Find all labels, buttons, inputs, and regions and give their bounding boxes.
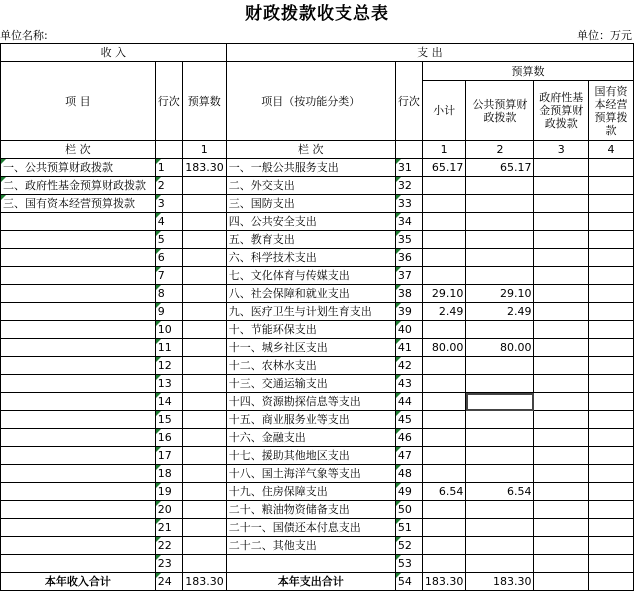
table-row xyxy=(1,231,634,249)
income-item-cell[interactable] xyxy=(1,555,156,573)
income-budget-cell[interactable] xyxy=(182,483,226,501)
income-item-cell[interactable]: 二、政府性基金预算财政拨款 xyxy=(1,177,156,195)
income-item-cell[interactable] xyxy=(1,483,156,501)
state-capital-cell[interactable] xyxy=(589,177,634,195)
income-budget-cell[interactable] xyxy=(182,501,226,519)
expense-total-fund[interactable] xyxy=(534,573,589,591)
table-row xyxy=(1,195,634,213)
expense-item-cell[interactable]: 八、社会保障和就业支出 xyxy=(226,285,395,303)
column-no-1[interactable]: 1 xyxy=(422,141,466,159)
public-budget-cell[interactable] xyxy=(466,501,534,519)
public-budget-cell[interactable] xyxy=(466,375,534,393)
income-budget-cell[interactable] xyxy=(182,393,226,411)
expense-row-no-cell[interactable]: 52 xyxy=(395,537,422,555)
subtotal-cell[interactable] xyxy=(422,447,466,465)
table-row xyxy=(1,555,634,573)
gov-fund-cell[interactable] xyxy=(534,357,589,375)
expense-row-no-cell[interactable]: 44 xyxy=(395,393,422,411)
gov-fund-cell[interactable] xyxy=(534,447,589,465)
public-budget-cell[interactable] xyxy=(466,357,534,375)
income-row-no-cell[interactable]: 10 xyxy=(155,321,182,339)
row-no-header-income[interactable]: 行次 xyxy=(155,62,182,141)
income-row-no-cell[interactable]: 18 xyxy=(155,465,182,483)
item-header[interactable]: 项 目 xyxy=(1,62,156,141)
income-row-no-cell[interactable]: 23 xyxy=(155,555,182,573)
public-budget-cell[interactable]: 65.17 xyxy=(466,159,534,177)
column-no-3[interactable]: 3 xyxy=(534,141,589,159)
income-budget-cell[interactable] xyxy=(182,447,226,465)
public-budget-cell[interactable] xyxy=(466,177,534,195)
table-row xyxy=(1,501,634,519)
expense-item-cell[interactable]: 十二、农林水支出 xyxy=(226,357,395,375)
expense-item-cell[interactable]: 二十二、其他支出 xyxy=(226,537,395,555)
subtotal-cell[interactable]: 29.10 xyxy=(422,285,466,303)
income-row-no-cell[interactable]: 17 xyxy=(155,447,182,465)
income-budget-cell[interactable] xyxy=(182,339,226,357)
state-capital-cell[interactable] xyxy=(589,303,634,321)
state-capital-cell[interactable] xyxy=(589,357,634,375)
public-budget-cell[interactable] xyxy=(466,519,534,537)
income-item-cell[interactable] xyxy=(1,501,156,519)
income-budget-cell[interactable] xyxy=(182,177,226,195)
expense-item-cell[interactable]: 二、外交支出 xyxy=(226,177,395,195)
expense-row-no-cell[interactable]: 43 xyxy=(395,375,422,393)
expense-row-no-cell[interactable]: 34 xyxy=(395,213,422,231)
gov-fund-cell[interactable] xyxy=(534,249,589,267)
state-capital-cell[interactable] xyxy=(589,285,634,303)
expense-item-cell[interactable]: 七、文化体育与传媒支出 xyxy=(226,267,395,285)
table-row xyxy=(1,285,634,303)
income-budget-cell[interactable]: 183.30 xyxy=(182,159,226,177)
expense-row-no-cell[interactable]: 31 xyxy=(395,159,422,177)
state-capital-cell[interactable] xyxy=(589,429,634,447)
subtotal-cell[interactable] xyxy=(422,195,466,213)
budget-header-income[interactable]: 预算数 xyxy=(182,62,226,141)
expense-item-cell[interactable]: 三、国防支出 xyxy=(226,195,395,213)
income-budget-cell[interactable] xyxy=(182,303,226,321)
public-budget-header[interactable]: 公共预算财政拨款 xyxy=(466,81,534,141)
column-label-blank[interactable] xyxy=(395,141,422,159)
public-budget-cell[interactable] xyxy=(466,429,534,447)
expense-row-no-cell[interactable]: 41 xyxy=(395,339,422,357)
expense-header[interactable]: 支 出 xyxy=(226,44,633,62)
income-row-no-cell[interactable]: 4 xyxy=(155,213,182,231)
public-budget-cell[interactable] xyxy=(466,537,534,555)
column-label-blank[interactable] xyxy=(155,141,182,159)
income-budget-cell[interactable] xyxy=(182,213,226,231)
state-capital-cell[interactable] xyxy=(589,537,634,555)
subtotal-cell[interactable] xyxy=(422,231,466,249)
income-row-no-cell[interactable]: 21 xyxy=(155,519,182,537)
state-capital-cell[interactable] xyxy=(589,231,634,249)
subtotal-cell[interactable] xyxy=(422,393,466,411)
state-capital-cell[interactable] xyxy=(589,195,634,213)
row-no-header-expense[interactable]: 行次 xyxy=(395,62,422,141)
expense-item-cell[interactable]: 六、科学技术支出 xyxy=(226,249,395,267)
table-row xyxy=(1,447,634,465)
column-label-expense[interactable]: 栏 次 xyxy=(226,141,395,159)
item-by-function-header[interactable]: 项目（按功能分类） xyxy=(226,62,395,141)
income-item-cell[interactable]: 一、公共预算财政拨款 xyxy=(1,159,156,177)
subtotal-cell[interactable] xyxy=(422,213,466,231)
gov-fund-cell[interactable] xyxy=(534,519,589,537)
state-capital-cell[interactable] xyxy=(589,321,634,339)
expense-total-label[interactable]: 本年支出合计 xyxy=(226,573,395,591)
table-row xyxy=(1,411,634,429)
gov-fund-cell[interactable] xyxy=(534,429,589,447)
income-item-cell[interactable] xyxy=(1,321,156,339)
income-budget-cell[interactable] xyxy=(182,519,226,537)
gov-fund-cell[interactable] xyxy=(534,267,589,285)
subtotal-cell[interactable]: 80.00 xyxy=(422,339,466,357)
income-row-no-cell[interactable]: 16 xyxy=(155,429,182,447)
gov-fund-cell[interactable] xyxy=(534,501,589,519)
expense-item-cell[interactable]: 一、一般公共服务支出 xyxy=(226,159,395,177)
table-row xyxy=(1,519,634,537)
expense-item-cell[interactable]: 九、医疗卫生与计划生育支出 xyxy=(226,303,395,321)
public-budget-cell[interactable] xyxy=(466,231,534,249)
gov-fund-cell[interactable] xyxy=(534,375,589,393)
state-capital-cell[interactable] xyxy=(589,447,634,465)
income-budget-cell[interactable] xyxy=(182,195,226,213)
expense-item-cell[interactable]: 十八、国土海洋气象等支出 xyxy=(226,465,395,483)
income-item-cell[interactable] xyxy=(1,411,156,429)
totals-row xyxy=(1,573,634,591)
income-item-cell[interactable] xyxy=(1,375,156,393)
income-row-no-cell[interactable]: 3 xyxy=(155,195,182,213)
gov-fund-cell[interactable] xyxy=(534,285,589,303)
income-row-no-cell[interactable]: 14 xyxy=(155,393,182,411)
income-item-cell[interactable] xyxy=(1,537,156,555)
gov-fund-cell[interactable] xyxy=(534,555,589,573)
table-row xyxy=(1,429,634,447)
public-budget-cell[interactable]: 80.00 xyxy=(466,339,534,357)
income-budget-cell[interactable] xyxy=(182,375,226,393)
expense-total-public[interactable]: 183.30 xyxy=(466,573,534,591)
expense-item-cell[interactable]: 十一、城乡社区支出 xyxy=(226,339,395,357)
subtotal-cell[interactable] xyxy=(422,177,466,195)
income-row-no-cell[interactable]: 5 xyxy=(155,231,182,249)
income-item-cell[interactable]: 三、国有资本经营预算拨款 xyxy=(1,195,156,213)
state-capital-cell[interactable] xyxy=(589,465,634,483)
income-budget-cell[interactable] xyxy=(182,285,226,303)
income-row-no-cell[interactable]: 22 xyxy=(155,537,182,555)
state-capital-cell[interactable] xyxy=(589,519,634,537)
expense-row-no-cell[interactable]: 42 xyxy=(395,357,422,375)
subtotal-cell[interactable] xyxy=(422,375,466,393)
expense-row-no-cell[interactable]: 39 xyxy=(395,303,422,321)
income-row-no-cell[interactable]: 1 xyxy=(155,159,182,177)
expense-row-no-cell[interactable]: 33 xyxy=(395,195,422,213)
expense-row-no-cell[interactable]: 37 xyxy=(395,267,422,285)
unit-name-label: 单位名称: xyxy=(0,29,48,42)
expense-item-cell[interactable]: 四、公共安全支出 xyxy=(226,213,395,231)
expense-row-no-cell[interactable]: 49 xyxy=(395,483,422,501)
income-budget-cell[interactable] xyxy=(182,555,226,573)
income-item-cell[interactable] xyxy=(1,231,156,249)
gov-fund-cell[interactable] xyxy=(534,177,589,195)
state-capital-cell[interactable] xyxy=(589,501,634,519)
gov-fund-cell[interactable] xyxy=(534,465,589,483)
table-row xyxy=(1,249,634,267)
expense-item-cell[interactable]: 十九、住房保障支出 xyxy=(226,483,395,501)
table-row xyxy=(1,483,634,501)
subtotal-cell[interactable]: 2.49 xyxy=(422,303,466,321)
expense-item-cell[interactable]: 十五、商业服务业等支出 xyxy=(226,411,395,429)
income-item-cell[interactable] xyxy=(1,357,156,375)
income-row-no-cell[interactable]: 15 xyxy=(155,411,182,429)
income-item-cell[interactable] xyxy=(1,519,156,537)
subtotal-header[interactable]: 小计 xyxy=(422,81,466,141)
gov-fund-cell[interactable] xyxy=(534,339,589,357)
income-budget-cell[interactable] xyxy=(182,357,226,375)
expense-row-no-cell[interactable]: 48 xyxy=(395,465,422,483)
state-capital-cell[interactable] xyxy=(589,159,634,177)
expense-row-no-cell[interactable]: 38 xyxy=(395,285,422,303)
income-item-cell[interactable] xyxy=(1,267,156,285)
expense-row-no-cell[interactable]: 35 xyxy=(395,231,422,249)
income-item-cell[interactable] xyxy=(1,303,156,321)
column-no-4[interactable]: 4 xyxy=(589,141,634,159)
income-row-no-cell[interactable]: 2 xyxy=(155,177,182,195)
public-budget-cell[interactable] xyxy=(466,465,534,483)
income-item-cell[interactable] xyxy=(1,465,156,483)
income-budget-cell[interactable] xyxy=(182,267,226,285)
income-budget-cell[interactable] xyxy=(182,411,226,429)
state-capital-cell[interactable] xyxy=(589,411,634,429)
table-row xyxy=(1,357,634,375)
state-capital-cell[interactable] xyxy=(589,375,634,393)
expense-row-no-cell[interactable]: 47 xyxy=(395,447,422,465)
public-budget-cell[interactable]: 29.10 xyxy=(466,285,534,303)
gov-fund-cell[interactable] xyxy=(534,303,589,321)
table-row xyxy=(1,267,634,285)
subtotal-cell[interactable] xyxy=(422,501,466,519)
subtotal-cell[interactable] xyxy=(422,519,466,537)
expense-row-no-cell[interactable]: 51 xyxy=(395,519,422,537)
income-budget-cell[interactable] xyxy=(182,321,226,339)
table-row xyxy=(1,177,634,195)
income-item-cell[interactable] xyxy=(1,285,156,303)
budget-table xyxy=(0,43,634,591)
income-row-no-cell[interactable]: 8 xyxy=(155,285,182,303)
public-budget-cell[interactable]: 2.49 xyxy=(466,303,534,321)
income-budget-cell[interactable] xyxy=(182,465,226,483)
expense-row-no-cell[interactable]: 40 xyxy=(395,321,422,339)
table-row xyxy=(1,537,634,555)
income-item-cell[interactable] xyxy=(1,249,156,267)
income-budget-cell[interactable] xyxy=(182,231,226,249)
expense-item-cell[interactable]: 十三、交通运输支出 xyxy=(226,375,395,393)
income-header[interactable]: 收 入 xyxy=(1,44,227,62)
subtotal-cell[interactable]: 65.17 xyxy=(422,159,466,177)
expense-row-no-cell[interactable]: 46 xyxy=(395,429,422,447)
income-row-no-cell[interactable]: 20 xyxy=(155,501,182,519)
expense-total-subtotal[interactable]: 183.30 xyxy=(422,573,466,591)
expense-item-cell[interactable]: 二十一、国债还本付息支出 xyxy=(226,519,395,537)
subtotal-cell[interactable] xyxy=(422,357,466,375)
expense-item-cell[interactable]: 二十、粮油物资储备支出 xyxy=(226,501,395,519)
income-item-cell[interactable] xyxy=(1,339,156,357)
gov-fund-cell[interactable] xyxy=(534,159,589,177)
public-budget-cell[interactable] xyxy=(466,321,534,339)
column-no-1[interactable]: 1 xyxy=(182,141,226,159)
subtotal-cell[interactable] xyxy=(422,555,466,573)
public-budget-cell[interactable]: 6.54 xyxy=(466,483,534,501)
income-item-cell[interactable] xyxy=(1,429,156,447)
income-row-no-cell[interactable]: 11 xyxy=(155,339,182,357)
table-row xyxy=(1,375,634,393)
subtotal-cell[interactable]: 6.54 xyxy=(422,483,466,501)
public-budget-cell[interactable] xyxy=(466,555,534,573)
public-budget-cell[interactable] xyxy=(466,213,534,231)
gov-fund-header[interactable]: 政府性基金预算财政拨款 xyxy=(534,81,589,141)
table-row xyxy=(1,321,634,339)
gov-fund-cell[interactable] xyxy=(534,321,589,339)
expense-row-no-cell[interactable]: 36 xyxy=(395,249,422,267)
table-row xyxy=(1,465,634,483)
subtotal-cell[interactable] xyxy=(422,537,466,555)
state-capital-cell[interactable] xyxy=(589,555,634,573)
income-row-no-cell[interactable]: 13 xyxy=(155,375,182,393)
public-budget-cell[interactable] xyxy=(466,411,534,429)
income-budget-cell[interactable] xyxy=(182,537,226,555)
public-budget-cell[interactable] xyxy=(466,267,534,285)
expense-row-no-cell[interactable]: 53 xyxy=(395,555,422,573)
public-budget-cell[interactable] xyxy=(466,195,534,213)
subtotal-cell[interactable] xyxy=(422,267,466,285)
expense-item-cell[interactable] xyxy=(226,555,395,573)
income-row-no-cell[interactable]: 6 xyxy=(155,249,182,267)
gov-fund-cell[interactable] xyxy=(534,483,589,501)
income-row-no-cell[interactable]: 12 xyxy=(155,357,182,375)
income-budget-cell[interactable] xyxy=(182,249,226,267)
income-total-label[interactable]: 本年收入合计 xyxy=(1,573,156,591)
state-capital-cell[interactable] xyxy=(589,339,634,357)
subtotal-cell[interactable] xyxy=(422,465,466,483)
column-no-2[interactable]: 2 xyxy=(466,141,534,159)
public-budget-cell[interactable] xyxy=(466,249,534,267)
subtotal-cell[interactable] xyxy=(422,411,466,429)
income-row-no-cell[interactable]: 9 xyxy=(155,303,182,321)
gov-fund-cell[interactable] xyxy=(534,411,589,429)
expense-item-cell[interactable]: 五、教育支出 xyxy=(226,231,395,249)
state-capital-cell[interactable] xyxy=(589,213,634,231)
expense-total-capital[interactable] xyxy=(589,573,634,591)
gov-fund-cell[interactable] xyxy=(534,537,589,555)
table-row xyxy=(1,159,634,177)
state-capital-cell[interactable] xyxy=(589,267,634,285)
subtotal-cell[interactable] xyxy=(422,429,466,447)
gov-fund-cell[interactable] xyxy=(534,195,589,213)
gov-fund-cell[interactable] xyxy=(534,393,589,411)
gov-fund-cell[interactable] xyxy=(534,213,589,231)
currency-unit-label: 单位：万元 xyxy=(577,29,632,42)
table-row xyxy=(1,339,634,357)
gov-fund-cell[interactable] xyxy=(534,231,589,249)
state-capital-header[interactable]: 国有资本经营预算拨款 xyxy=(589,81,634,141)
state-capital-cell[interactable] xyxy=(589,483,634,501)
public-budget-cell[interactable] xyxy=(466,447,534,465)
state-capital-cell[interactable] xyxy=(589,393,634,411)
income-total-budget[interactable]: 183.30 xyxy=(182,573,226,591)
state-capital-cell[interactable] xyxy=(589,249,634,267)
subtotal-cell[interactable] xyxy=(422,321,466,339)
table-row xyxy=(1,213,634,231)
expense-item-cell[interactable]: 十六、金融支出 xyxy=(226,429,395,447)
income-total-row-no[interactable]: 24 xyxy=(155,573,182,591)
expense-row-no-cell[interactable]: 45 xyxy=(395,411,422,429)
page-title: 财政拨款收支总表 xyxy=(245,4,389,24)
budget-group-header[interactable]: 预算数 xyxy=(422,62,633,81)
income-item-cell[interactable] xyxy=(1,447,156,465)
income-row-no-cell[interactable]: 19 xyxy=(155,483,182,501)
table-row xyxy=(1,393,634,411)
expense-row-no-cell[interactable]: 32 xyxy=(395,177,422,195)
income-item-cell[interactable] xyxy=(1,213,156,231)
expense-item-cell[interactable]: 十、节能环保支出 xyxy=(226,321,395,339)
expense-item-cell[interactable]: 十四、资源勘探信息等支出 xyxy=(226,393,395,411)
expense-total-row-no[interactable]: 54 xyxy=(395,573,422,591)
column-label-income[interactable]: 栏 次 xyxy=(1,141,156,159)
table-row xyxy=(1,303,634,321)
income-item-cell[interactable] xyxy=(1,393,156,411)
expense-item-cell[interactable]: 十七、援助其他地区支出 xyxy=(226,447,395,465)
subtotal-cell[interactable] xyxy=(422,249,466,267)
public-budget-cell[interactable] xyxy=(466,393,534,411)
income-row-no-cell[interactable]: 7 xyxy=(155,267,182,285)
income-budget-cell[interactable] xyxy=(182,429,226,447)
expense-row-no-cell[interactable]: 50 xyxy=(395,501,422,519)
